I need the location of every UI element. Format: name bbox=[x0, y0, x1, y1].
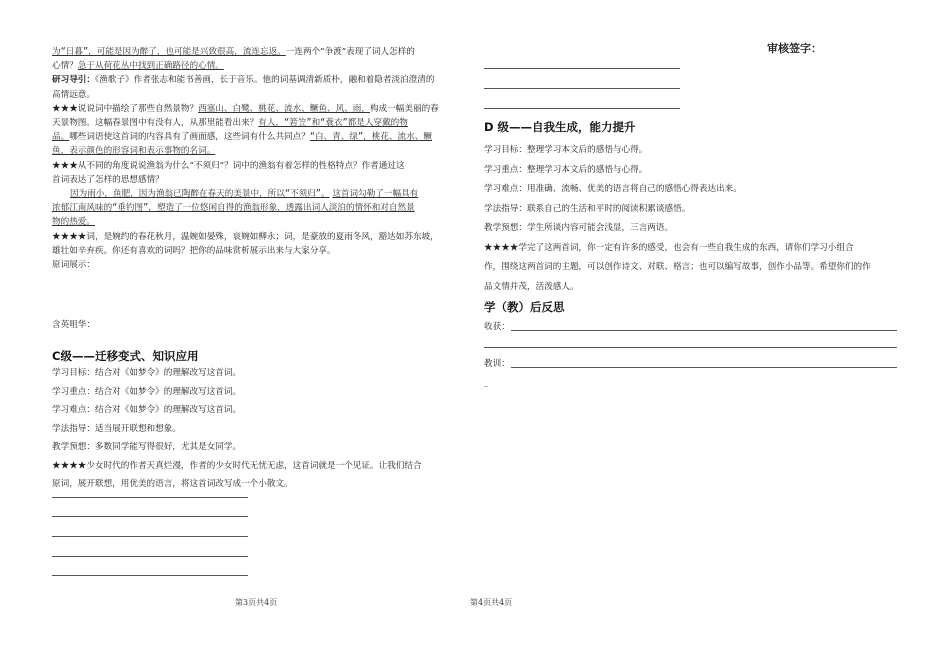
text-line: 心情？急于从荷花丛中找到正确路径的心情。 bbox=[52, 61, 224, 72]
text-line: ★★★★学完了这两首词，你一定有许多的感受，也会有一些自我生成的东西，请你们学习小组合 bbox=[484, 242, 854, 253]
text-line: 学习目标：整理学习本文后的感悟与心得。 bbox=[484, 145, 648, 155]
text-line: 雄壮如辛弃疾。你还有喜欢的词吗？把你的品味赏析展示出来与大家分享。 bbox=[52, 245, 336, 256]
text-line: 教学预想：学生所谈内容可能会浅显，三言两语。 bbox=[484, 223, 674, 233]
text-line: 浓郁江南风味的“垂钓图”，塑造了一位悠闲自得的渔翁形象，透露出词人淡泊的情怀和对自然景 bbox=[52, 203, 415, 214]
text-line: 物的热爱。 bbox=[52, 217, 95, 228]
trailing-mark: _ bbox=[484, 378, 489, 388]
reflection-heading: 学（教）后反思 bbox=[484, 300, 565, 314]
text-line: 首词表达了怎样的思想感情？ bbox=[52, 174, 164, 185]
handwritten-answer: 为“日暮”，可能是因为醉了，也可能是兴致很高，流连忘返。 bbox=[52, 47, 286, 57]
review-signature-label: 审核签字： bbox=[767, 42, 822, 55]
lesson-answer-line[interactable] bbox=[511, 367, 897, 368]
gain-answer-line[interactable] bbox=[484, 347, 897, 348]
handwritten-answer: 品。 bbox=[52, 132, 70, 143]
handwritten-answer: 有人，“箬笠”和“蓑衣”都是人穿戴的物 bbox=[258, 118, 408, 129]
text-line: 原词展示： bbox=[52, 260, 95, 271]
answer-line[interactable] bbox=[52, 536, 248, 537]
page-number: 第4页共4页 bbox=[470, 598, 513, 607]
text-line: 作，围绕这两首词的主题，可以创作诗文、对联、格言；也可以编写故事，创作小品等。希望你们的作 bbox=[484, 262, 871, 272]
handwritten-answer: 这首词勾勒了一幅具有 bbox=[332, 189, 419, 200]
text-line: 品文情并茂，活泼感人。 bbox=[484, 281, 579, 292]
text-line bbox=[52, 187, 480, 201]
answer-line[interactable] bbox=[52, 516, 248, 517]
text-line: 含英咀华： bbox=[52, 320, 95, 330]
text-line: 品。哪些词语使这首词的内容具有了画面感，这些词有什么共同点？“白、青、绿”，桃花、流水、鳜 bbox=[52, 132, 432, 143]
answer-line[interactable] bbox=[484, 88, 680, 89]
text-line: 研习导引：《渔歌子》作者张志和能书善画，长于音乐。他的词基调清新质朴，融和着隐者淡泊澄清的 bbox=[52, 75, 435, 86]
section-heading-c: C级——迁移变式、知识应用 bbox=[52, 349, 199, 363]
text-line: 学习重点：结合对《如梦令》的理解改写这首词。 bbox=[52, 386, 242, 397]
text-line: 鱼，表示颜色的形容词和表示事物的名词。 bbox=[52, 146, 216, 157]
answer-line[interactable] bbox=[484, 68, 680, 69]
text-line: 学习难点：用准确、流畅、优美的语言将自己的感悟心得表达出来。 bbox=[484, 184, 742, 194]
text-line: 原词，展开联想，用优美的语言，将这首词改写成一个小散文。 bbox=[52, 479, 293, 489]
handwritten-answer: 西塞山、白鹭、桃花、流水、鳜鱼、风、雨， bbox=[198, 103, 370, 114]
text-line: 高情远意。 bbox=[52, 89, 95, 100]
text-line: 学习目标：结合对《如梦令》的理解改写这首词。 bbox=[52, 368, 242, 378]
section-label: 研习导引： bbox=[52, 75, 95, 86]
text-line: 为“日暮”，可能是因为醉了，也可能是兴致很高，流连忘返。一连两个“争渡”表现了词人怎样的 bbox=[52, 47, 415, 57]
text-line: 天景物图。这幅春景图中有没有人，从那里能看出来？有人，“箬笠”和“蓑衣”都是人穿戴的物 bbox=[52, 118, 408, 129]
text-line: ★★★★词，是婉约的春花秋月，温婉如晏殊，哀婉如柳永；词，是豪放的夏雨冬风，豁达如苏东坡， bbox=[52, 231, 439, 242]
text-line: 教学预想：多数同学能写得很好，尤其是女同学。 bbox=[52, 442, 242, 452]
handwritten-answer: 因为雨小，鱼肥，因为渔翁已陶醉在春天的美景中，所以“不须归”。 bbox=[70, 189, 330, 200]
answer-line[interactable] bbox=[52, 575, 248, 576]
answer-line[interactable] bbox=[484, 108, 680, 109]
text-line: 学习重点：整理学习本文后的感悟与心得。 bbox=[484, 164, 648, 175]
text-line: ★★★★少女时代的作者天真烂漫，作者的少女时代无忧无虑，这首词就是一个见证。让我们结合 bbox=[52, 460, 422, 471]
answer-line[interactable] bbox=[52, 497, 248, 498]
lesson-label: 教训： bbox=[484, 359, 510, 369]
text-line: 学法指导：联系自己的生活和平时的阅读积累谈感悟。 bbox=[484, 203, 691, 214]
text-line: 学法指导：适当展开联想和想象。 bbox=[52, 423, 181, 434]
text-line: 学习难点：结合对《如梦令》的理解改写这首词。 bbox=[52, 405, 242, 415]
gain-answer-line[interactable] bbox=[511, 330, 897, 331]
handwritten-answer: 急于从荷花丛中找到正确路径的心情。 bbox=[77, 61, 224, 72]
text-line: ★★★说说词中描绘了那些自然景物？西塞山、白鹭、桃花、流水、鳜鱼、风、雨，构成一幅美丽的春 bbox=[52, 103, 439, 114]
text-line: ★★★从不同的角度说说渔翁为什么“不须归”？词中的渔翁有着怎样的性格特点？作者通过这 bbox=[52, 160, 405, 171]
section-heading-d: D 级——自我生成，能力提升 bbox=[484, 120, 636, 134]
answer-line[interactable] bbox=[52, 556, 248, 557]
page-number: 第3页共4页 bbox=[235, 598, 278, 607]
handwritten-answer: “白、青、绿”，桃花、流水、鳜 bbox=[309, 132, 432, 143]
gain-label: 收获： bbox=[484, 322, 510, 332]
